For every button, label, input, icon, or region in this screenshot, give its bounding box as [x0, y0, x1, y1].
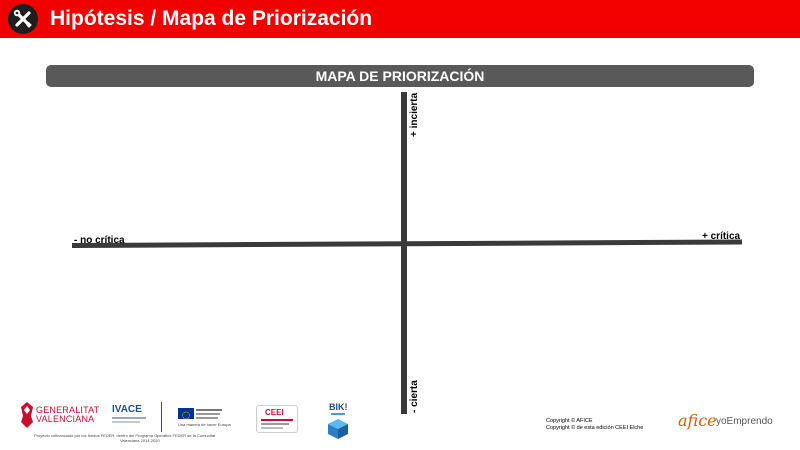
funding-note-line1: Proyecto cofinanciado por los fondos FEDER, dentro del Programa Operativo FEDER de la Comunitat: [34, 433, 216, 438]
gva-line2: VALENCIANA: [36, 414, 95, 424]
afice-logo: afice: [678, 411, 717, 430]
eu-logo: [178, 408, 231, 428]
axis-label-right: + crítica: [702, 231, 741, 242]
page-title: Hipótesis / Mapa de Priorización: [50, 7, 373, 30]
bik-text: BIK!: [329, 402, 348, 412]
axis-label-top: + incierta: [409, 92, 420, 137]
header-bar: [0, 0, 800, 38]
ivace-logo: [112, 404, 148, 426]
axis-label-bottom: - cierta: [409, 380, 420, 413]
bik-logo: [327, 402, 351, 442]
funding-note: [34, 433, 215, 443]
cube-icon: [327, 418, 349, 440]
copyright-line1: Copyright © AFICE: [546, 418, 593, 424]
gva-line1: GENERALITAT: [36, 405, 100, 415]
ivace-underline: [112, 417, 146, 419]
funding-note-line2: Valenciana 2014-2020: [120, 438, 160, 443]
divider: [161, 402, 162, 432]
eu-flag-icon: [178, 408, 194, 419]
ceei-text: CEEI: [265, 408, 284, 417]
tools-icon: [8, 4, 38, 34]
gva-bat-icon: [20, 402, 34, 428]
eu-caption: Una manera de hacer Europa: [178, 422, 231, 427]
axis-label-left: - no crítica: [74, 235, 125, 246]
ivace-underline-2: [112, 421, 140, 423]
yoemprendo-logo: yoEmprendo: [716, 416, 773, 427]
copyright-line2: Copyright © de esta edición CEEI Elche: [546, 425, 644, 431]
ceei-logo: [256, 405, 298, 433]
ivace-text: IVACE: [112, 404, 142, 415]
vertical-axis: [401, 92, 407, 414]
section-banner: MAPA DE PRIORIZACIÓN: [46, 65, 754, 87]
